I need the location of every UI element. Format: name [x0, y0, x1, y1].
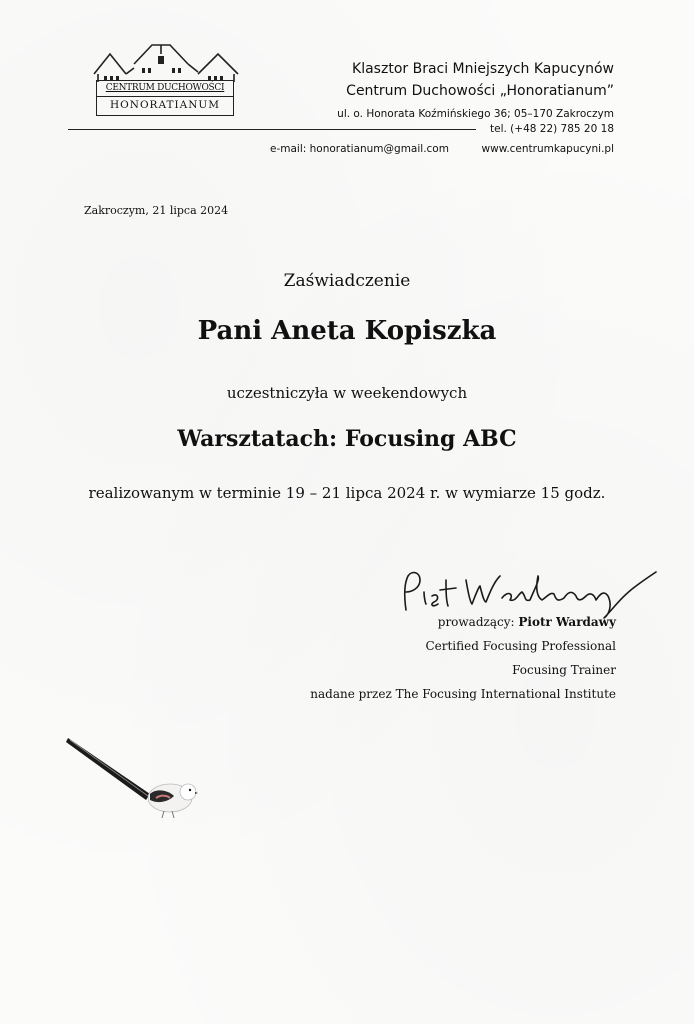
org-address: ul. o. Honorata Koźmińskiego 36; 05–170 Zakroczym — [337, 108, 614, 120]
workshop-title: Warsztatach: Focusing ABC — [177, 426, 517, 452]
long-tailed-tit-bird-icon — [64, 732, 198, 822]
logo-text-box — [96, 80, 234, 116]
logo-line-1: CENTRUM DUCHOWOŚCI — [97, 81, 233, 97]
participation-text: uczestniczyła w weekendowych — [226, 384, 468, 402]
org-email: e-mail: honoratianum@gmail.com — [270, 143, 449, 155]
trainer-title-2: Focusing Trainer — [512, 663, 616, 677]
trainer-title-1: Certified Focusing Professional — [425, 639, 616, 653]
honoratianum-logo — [90, 42, 242, 120]
monastery-buildings-icon — [90, 42, 242, 84]
trainer-title-3: nadane przez The Focusing International Institute — [310, 687, 616, 701]
led-by-line — [310, 610, 616, 634]
org-phone: tel. (+48 22) 785 20 18 — [490, 123, 614, 135]
workshop-period: realizowanym w terminie 19 – 21 lipca 2024 r. w wymiarze 15 godz. — [88, 484, 606, 502]
certificate-heading: Zaświadczenie — [283, 271, 411, 291]
letterhead-divider — [68, 129, 476, 130]
org-center: Centrum Duchowości „Honoratianum” — [346, 83, 614, 99]
organization-info — [337, 58, 614, 123]
recipient-name: Pani Aneta Kopiszka — [197, 316, 497, 346]
logo-line-2: HONORATIANUM — [110, 99, 220, 111]
led-by-label: prowadzący: — [437, 615, 519, 629]
issue-date: Zakroczym, 21 lipca 2024 — [84, 204, 229, 217]
org-name: Klasztor Braci Mniejszych Kapucynów — [352, 61, 614, 77]
led-by-name: Piotr Wardawy — [518, 615, 616, 629]
org-website: www.centrumkapucyni.pl — [481, 143, 614, 155]
signature-details — [310, 610, 616, 706]
